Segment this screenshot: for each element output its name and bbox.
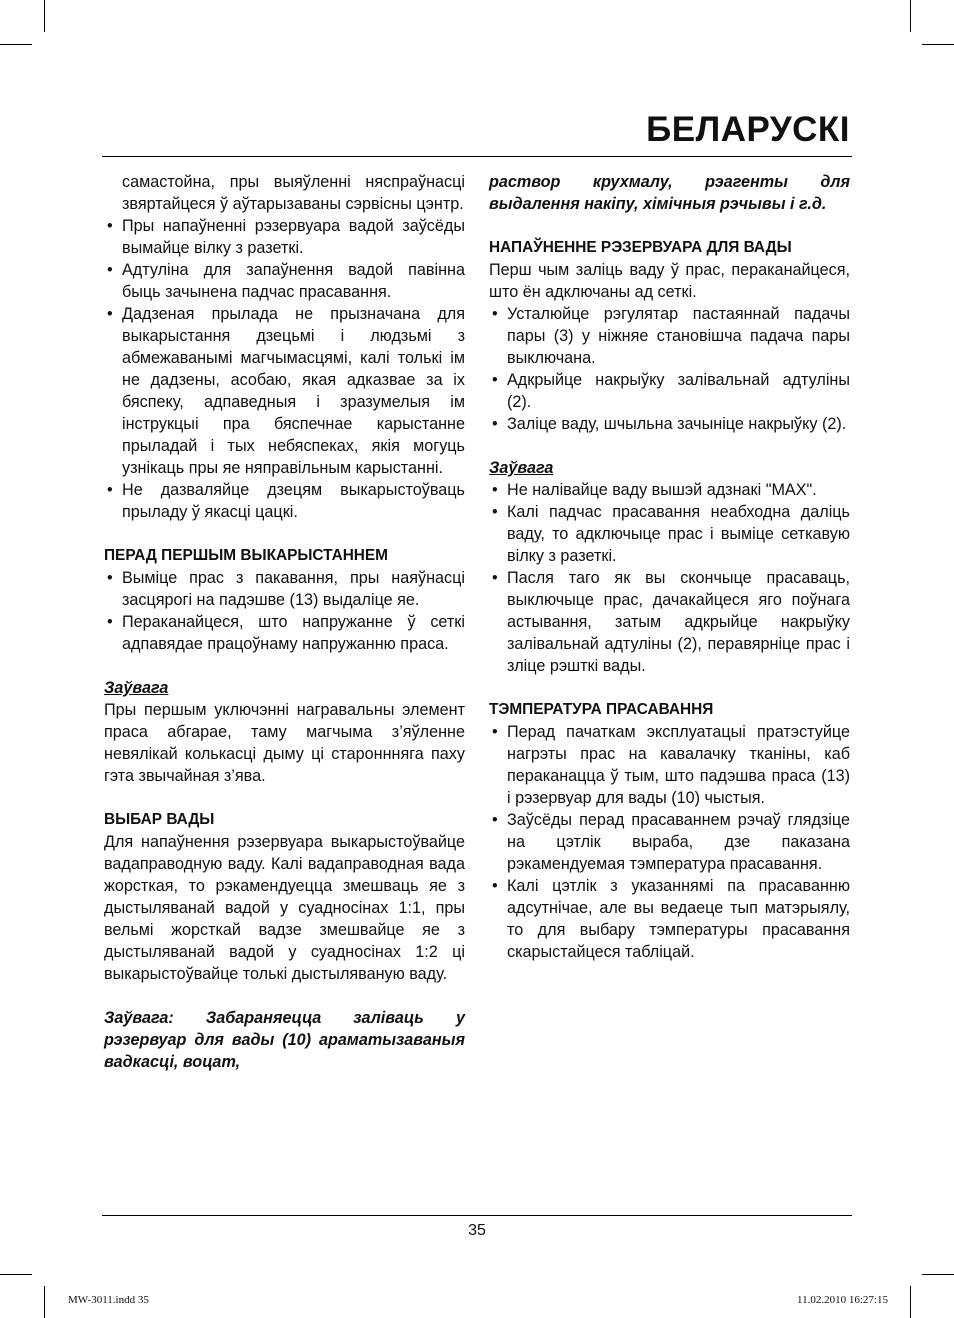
header-rule: [102, 156, 852, 157]
left-column: [104, 171, 465, 1073]
list-item: • Калі падчас прасавання неабходна даліць ваду, то адключыце прас і выміце сеткавую вілку з разеткі.: [489, 501, 850, 567]
list-item: • Выміце прас з пакавання, пры наяўнасці засцярогі на падэшве (13) выдаліце яе.: [104, 567, 465, 611]
right-column: [489, 171, 850, 963]
list-item: • Усталюйце рэгулятар пастаяннай падачы пары (3) у ніжняе становішча падача пары выключана.: [489, 303, 850, 369]
list-item: • Адтуліна для запаўнення вадой павінна быць зачынена падчас прасавання.: [104, 259, 465, 303]
list-item: • Не налівайце ваду вышэй адзнакі "MAX".: [489, 479, 850, 501]
note-text: Пры першым уключэнні награвальны элемент праса абгарае, таму магчыма з’яўленне невялікай колькасці дыму ці староннняга паху гэта звычайная з’ява.: [104, 701, 465, 785]
list-item: • Пераканайцеся, што напружанне ў сеткі адпавядае працоўнаму напружанню праса.: [104, 611, 465, 655]
first-use-list: [104, 567, 465, 655]
warning-note-continued: раствор крухмалу, рэагенты для выдалення накіпу, хімічныя рэчывы і г.д.: [489, 173, 850, 213]
filling-list: [489, 303, 850, 435]
list-item: • Заліце ваду, шчыльна зачыніце накрыўку (2).: [489, 413, 850, 435]
print-timestamp: 11.02.2010 16:27:15: [797, 1294, 888, 1306]
crop-mark: [0, 44, 32, 45]
crop-mark: [910, 0, 911, 32]
note-heading: Заўвага: [489, 459, 554, 477]
note-heading: Заўвага: [104, 679, 169, 697]
section-text: Для напаўнення рэзервуара выкарыстоўвайце вадаправодную ваду. Калі вадаправодная вада жорсткая, то рэкамендуецца змешваць яе з дыстыляванай вадой у суадносінах 1:1, пры вельмі жорсткай вадзе змешвайце яе з дыстыляванай вадой у суадносінах 1:2 ці выкарыстоўвайце толькі дыстыляваную ваду.: [104, 833, 465, 983]
safety-list: [104, 215, 465, 523]
crop-mark: [0, 1274, 32, 1275]
list-item: • Заўсёды перад прасаваннем рэчаў глядзіце на цэтлік вырабa, дзе паказана рэкамендуемая тэмпература прасавання.: [489, 809, 850, 875]
file-info: MW-3011.indd 35: [68, 1294, 149, 1306]
footer-rule: [102, 1215, 852, 1216]
section-text: Перш чым заліць ваду ў прас, пераканайцеся, што ён адключаны ад сеткі.: [489, 261, 850, 301]
crop-mark: [922, 44, 954, 45]
list-item: • Пасля таго як вы скончыце прасаваць, выключыце прас, дачакайцеся яго поўнага астывання, затым адкрыйце накрыўку залівальнай адтуліны (2), перавярніце прас і зліце рэшткі вады.: [489, 567, 850, 677]
list-item: • Калі цэтлік з указаннямі па прасаванню адсутнічае, але вы ведаеце тып матэрыялу, то для выбару тэмпературы прасавання скарыстайцеся табліцай.: [489, 875, 850, 963]
list-item: • Адкрыйце накрыўку залівальнай адтуліны (2).: [489, 369, 850, 413]
crop-mark: [910, 1286, 911, 1318]
section-heading-water-choice: ВЫБАР ВАДЫ: [104, 811, 215, 828]
section-heading-ironing-temperature: ТЭМПЕРАТУРА ПРАСАВАННЯ: [489, 701, 714, 718]
page-number: 35: [468, 1222, 486, 1239]
list-item: • Перад пачаткам эксплуатацыі пратэстуйце нагрэты прас на кавалачку тканіны, каб пераканацца ў тым, што падэшва праса (13) і рэзервуар для вады (10) чыстыя.: [489, 721, 850, 809]
note-list: [489, 479, 850, 677]
list-item: • Не дазваляйце дзецям выкарыстоўваць прыладу ў якасці цацкі.: [104, 479, 465, 523]
list-item: • Дадзеная прылада не прызначана для выкарыстання дзецьмі і людзьмі з абмежаванымі магчымасцямі, калі толькі ім не дадзены, асобаю, якая адказвае за іх бяспеку, адпаведныя і зразумелыя ім інструкцыі пра бяспечнае карыстанне прыладай і тых небяспеках, якія могуць узнікаць пры яе няправільным карыстанні.: [104, 303, 465, 479]
crop-mark: [922, 1274, 954, 1275]
crop-mark: [44, 1286, 45, 1318]
warning-note: Заўвага: Забараняецца заліваць у рэзервуар для вады (10) араматызаваныя вадкасці, воцат,: [104, 1009, 465, 1071]
crop-mark: [44, 0, 45, 32]
continued-text: самастойна, пры выяўленні няспраўнасці звяртайцеся ў аўтарызаваны сэрвісны цэнтр.: [122, 173, 465, 213]
temperature-list: [489, 721, 850, 963]
list-item: • Пры напаўненні рэзервуара вадой заўсёды вымайце вілку з разеткі.: [104, 215, 465, 259]
page-title: БЕЛАРУСКІ: [646, 110, 850, 149]
section-heading-filling-tank: НАПАЎНЕННЕ РЭЗЕРВУАРА ДЛЯ ВАДЫ: [489, 239, 792, 256]
section-heading-before-first-use: ПЕРАД ПЕРШЫМ ВЫКАРЫСТАННЕМ: [104, 547, 389, 564]
